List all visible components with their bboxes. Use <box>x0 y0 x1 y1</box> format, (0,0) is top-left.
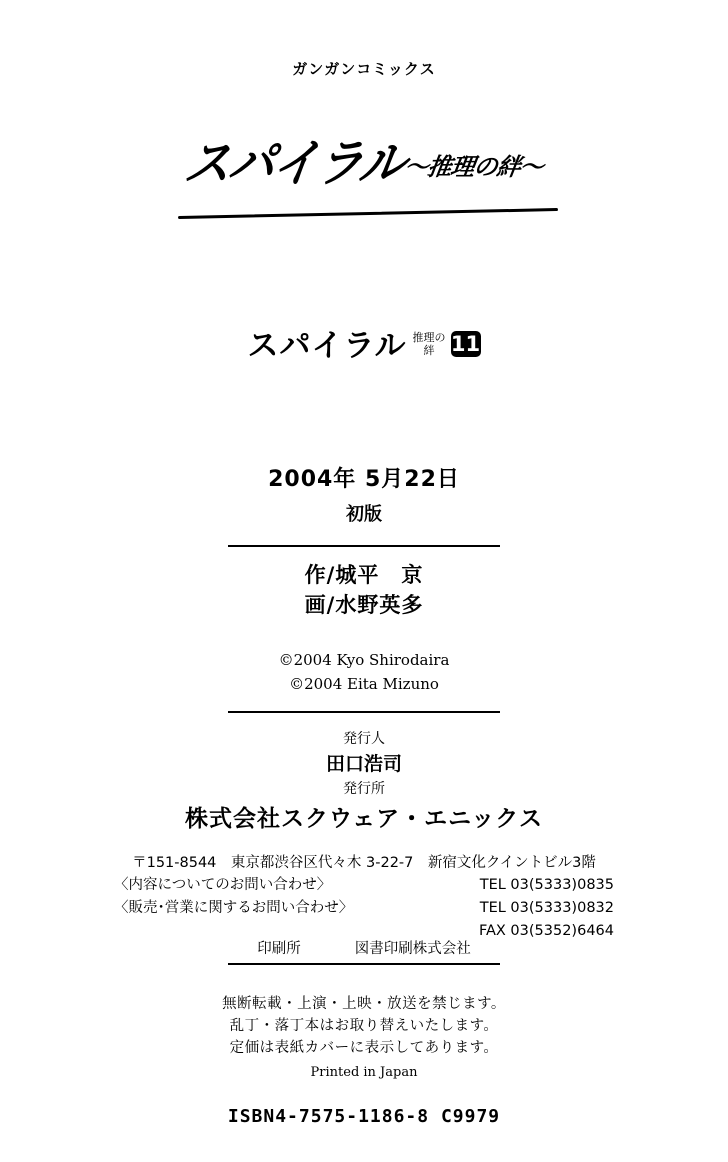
legal-notices <box>0 993 728 1059</box>
series-logo-main: スパイラル <box>180 132 408 194</box>
divider-rule-1 <box>228 545 500 547</box>
creators-block <box>0 560 728 620</box>
title-line <box>0 320 728 365</box>
contact-value: FAX 03(5352)6464 <box>478 923 614 939</box>
contact-block <box>114 852 614 943</box>
publication-date-block <box>0 462 728 526</box>
contact-row <box>114 874 614 897</box>
artist-credit: 画/水野英多 <box>304 593 424 617</box>
publisher-name: 田口浩司 <box>325 753 402 775</box>
series-logo-subtitle: ～推理の絆～ <box>402 153 545 181</box>
copyright-line-1: ©2004 Kyo Shirodaira <box>278 651 450 669</box>
publisher-block <box>0 728 728 836</box>
contact-row <box>114 897 614 920</box>
publisher-label: 発行人 <box>343 731 385 747</box>
copyright-line-2: ©2004 Eita Mizuno <box>289 675 439 693</box>
printer-name: 図書印刷株式会社 <box>354 941 471 957</box>
volume-badge: 11 <box>450 331 481 356</box>
contact-value: TEL 03(5333)0835 <box>479 877 614 893</box>
isbn-code: ISBN4-7575-1186-8 C9979 <box>227 1106 501 1127</box>
publication-date: 2004年 5月22日 <box>268 467 460 492</box>
divider-rule-3 <box>228 963 500 965</box>
series-logo <box>0 132 728 194</box>
publishing-office-label: 発行所 <box>343 781 385 797</box>
publisher-company: 株式会社スクウェア・エニックス <box>185 806 543 832</box>
title-ruby-top: 推理の <box>412 330 446 344</box>
title-main: スパイラル <box>247 328 407 364</box>
copyright-block <box>0 648 728 696</box>
notice-line: 無断転載・上演・上映・放送を禁じます。 <box>222 996 506 1012</box>
contact-value: TEL 03(5333)0832 <box>479 900 614 916</box>
printer-label: 印刷所 <box>257 941 301 957</box>
author-credit: 作/城平 京 <box>304 563 424 587</box>
logo-swash-decoration <box>178 208 558 219</box>
contact-label: 〈内容についてのお問い合わせ〉 <box>114 877 332 893</box>
divider-rule-2 <box>228 711 500 713</box>
printer-block <box>0 937 728 958</box>
notice-line: 乱丁・落丁本はお取り替えいたします。 <box>229 1018 499 1034</box>
title-ruby <box>413 331 446 357</box>
title-ruby-bottom: 絆 <box>423 343 435 357</box>
printed-in-japan: Printed in Japan <box>310 1065 418 1080</box>
publisher-address: 〒151-8544 東京都渋谷区代々木 3-22-7 新宿文化クイントビル3階 <box>132 855 596 871</box>
notice-line: 定価は表紙カバーに表示してあります。 <box>229 1040 499 1056</box>
edition-label: 初版 <box>346 504 382 525</box>
contact-label: 〈販売･営業に関するお問い合わせ〉 <box>114 900 354 916</box>
imprint-label: ガンガンコミックス <box>292 60 436 78</box>
